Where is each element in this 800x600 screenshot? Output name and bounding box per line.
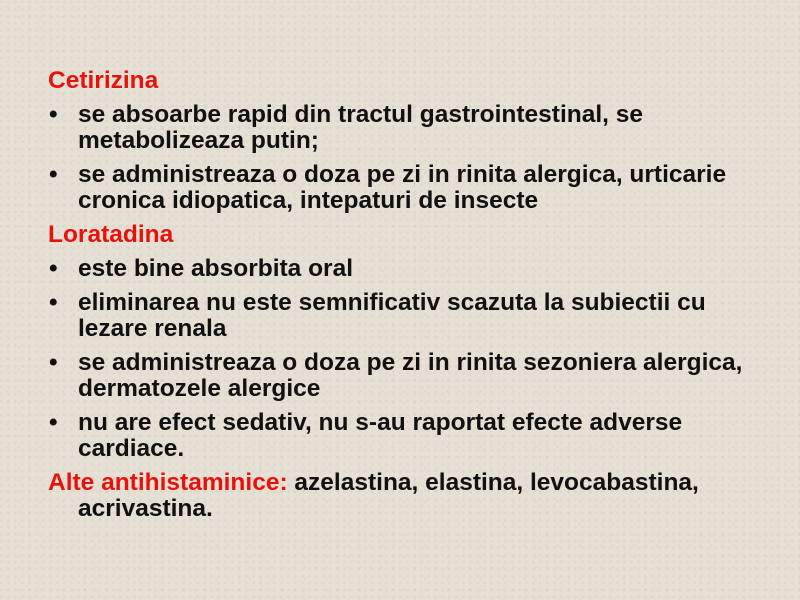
heading-cetirizina: Cetirizina <box>48 67 159 94</box>
other-antihistamines-label: Alte antihistaminice: <box>48 469 288 496</box>
list-item-text: se administreaza o doza pe zi in rinita alergica, urticarie cronica idiopatica, intepaturi de insecte <box>78 161 727 214</box>
list-item-text: este bine absorbita oral <box>78 255 354 282</box>
list-item <box>48 350 768 402</box>
heading-loratadina: Loratadina <box>48 221 174 248</box>
slide-content <box>48 68 768 522</box>
bullet-icon: • <box>49 349 58 376</box>
list-item-text: eliminarea nu este semnificativ scazuta la subiectii cu lezare renala <box>78 289 706 342</box>
loratadina-list <box>48 256 768 462</box>
bullet-icon: • <box>49 409 58 436</box>
bullet-icon: • <box>49 255 58 282</box>
list-item <box>48 256 768 282</box>
list-item <box>48 410 768 462</box>
cetirizina-list <box>48 102 768 214</box>
list-item <box>48 102 768 154</box>
other-antihistamines <box>48 470 768 522</box>
list-item-text: nu are efect sedativ, nu s-au raportat efecte adverse cardiace. <box>78 409 683 462</box>
list-item-text: se absoarbe rapid din tractul gastrointestinal, se metabolizeaza putin; <box>78 101 644 154</box>
bullet-icon: • <box>49 289 58 316</box>
list-item <box>48 290 768 342</box>
other-antihistamines-text: azelastina, elastina, levocabastina, acrivastina. <box>78 469 699 522</box>
bullet-icon: • <box>49 101 58 128</box>
bullet-icon: • <box>49 161 58 188</box>
list-item-text: se administreaza o doza pe zi in rinita sezoniera alergica, dermatozele alergice <box>78 349 743 402</box>
list-item <box>48 162 768 214</box>
